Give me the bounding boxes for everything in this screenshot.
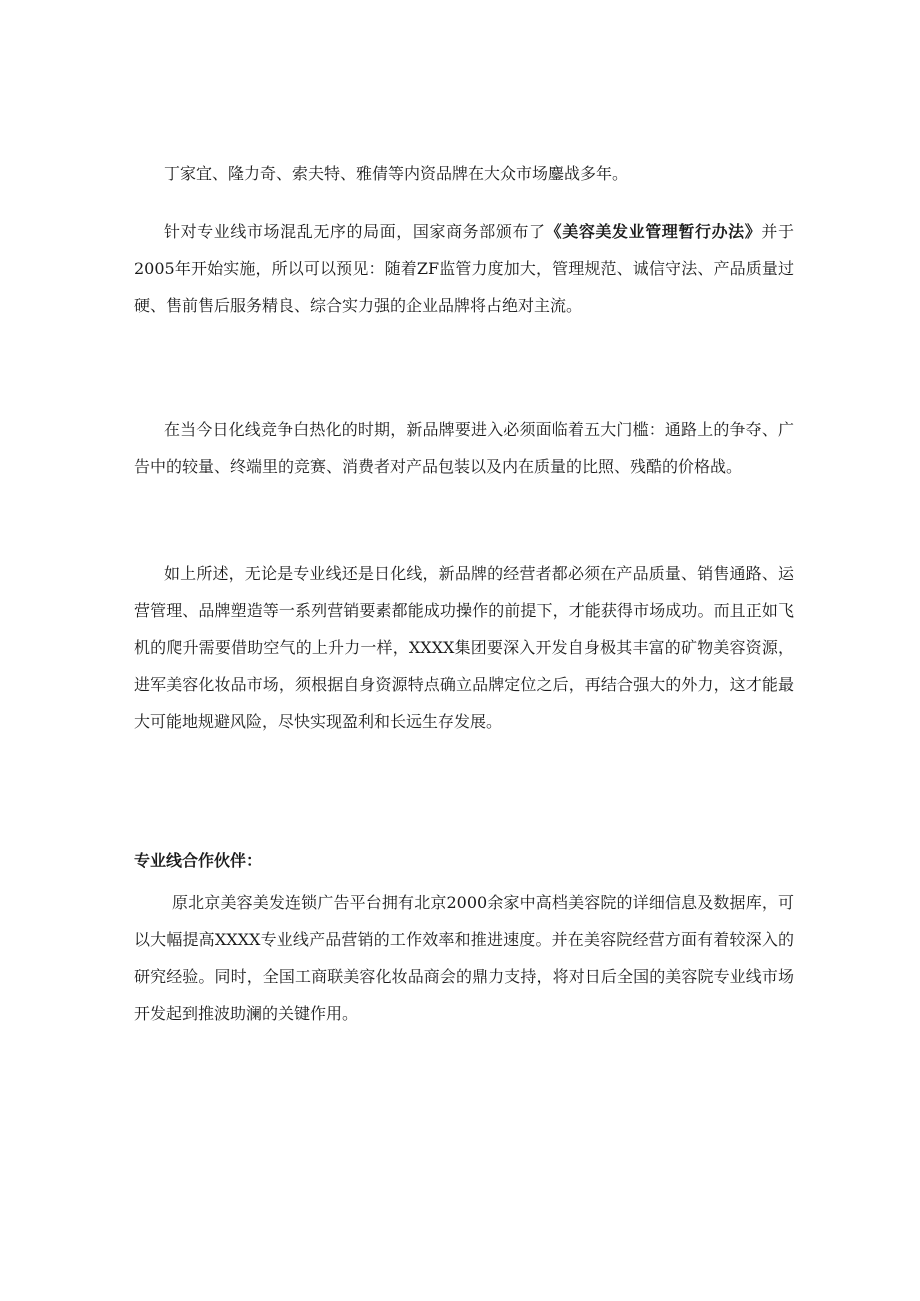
paragraph-regulation-intro: 针对专业线市场混乱无序的局面，国家商务部颁布了 (164, 222, 546, 241)
paragraph-domestic-brands: 丁家宜、隆力奇、索夫特、雅倩等内资品牌在大众市场鏖战多年。 (164, 164, 629, 183)
paragraph-summary: 如上所述，无论是专业线还是日化线，新品牌的经营者都必须在产品质量、销售通路、运营管理、品牌塑造等一系列营销要素都能成功操作的前提下，才能获得市场成功。而且正如飞机的爬升需要借助空气的上升力一样，XXXX集团要深入开发自身极其丰富的矿物美容资源，进军美容化妆品市场，须根据自身资源特点确立品牌定位之后，再结合强大的外力，这才能最大可能地规避风险，尽快实现盈利和长远生存发展。 (134, 564, 794, 731)
paragraph-regulation (134, 213, 794, 324)
paragraph-partner-details: 原北京美容美发连锁广告平台拥有北京2000余家中高档美容院的详细信息及数据库，可以大幅提高XXXX专业线产品营销的工作效率和推进速度。并在美容院经营方面有着较深入的研究经验。同时，全国工商联美容化妆品商会的鼎力支持，将对日后全国的美容院专业线市场开发起到推波助澜的关键作用。 (134, 893, 794, 1023)
paragraph-regulation-rest: 并于2005年开始实施，所以可以预见：随着ZF监管力度加大，管理规范、诚信守法、产品质量过硬、售前售后服务精良、综合实力强的企业品牌将占绝对主流。 (134, 222, 794, 315)
heading-partners: 专业线合作伙伴： (134, 851, 263, 870)
regulation-title: 《美容美发业管理暂行办法》 (545, 222, 762, 241)
paragraph-market-barriers: 在当今日化线竞争白热化的时期，新品牌要进入必须面临着五大门槛：通路上的争夺、广告中的较量、终端里的竞赛、消费者对产品包装以及内在质量的比照、残酷的价格战。 (134, 420, 794, 476)
